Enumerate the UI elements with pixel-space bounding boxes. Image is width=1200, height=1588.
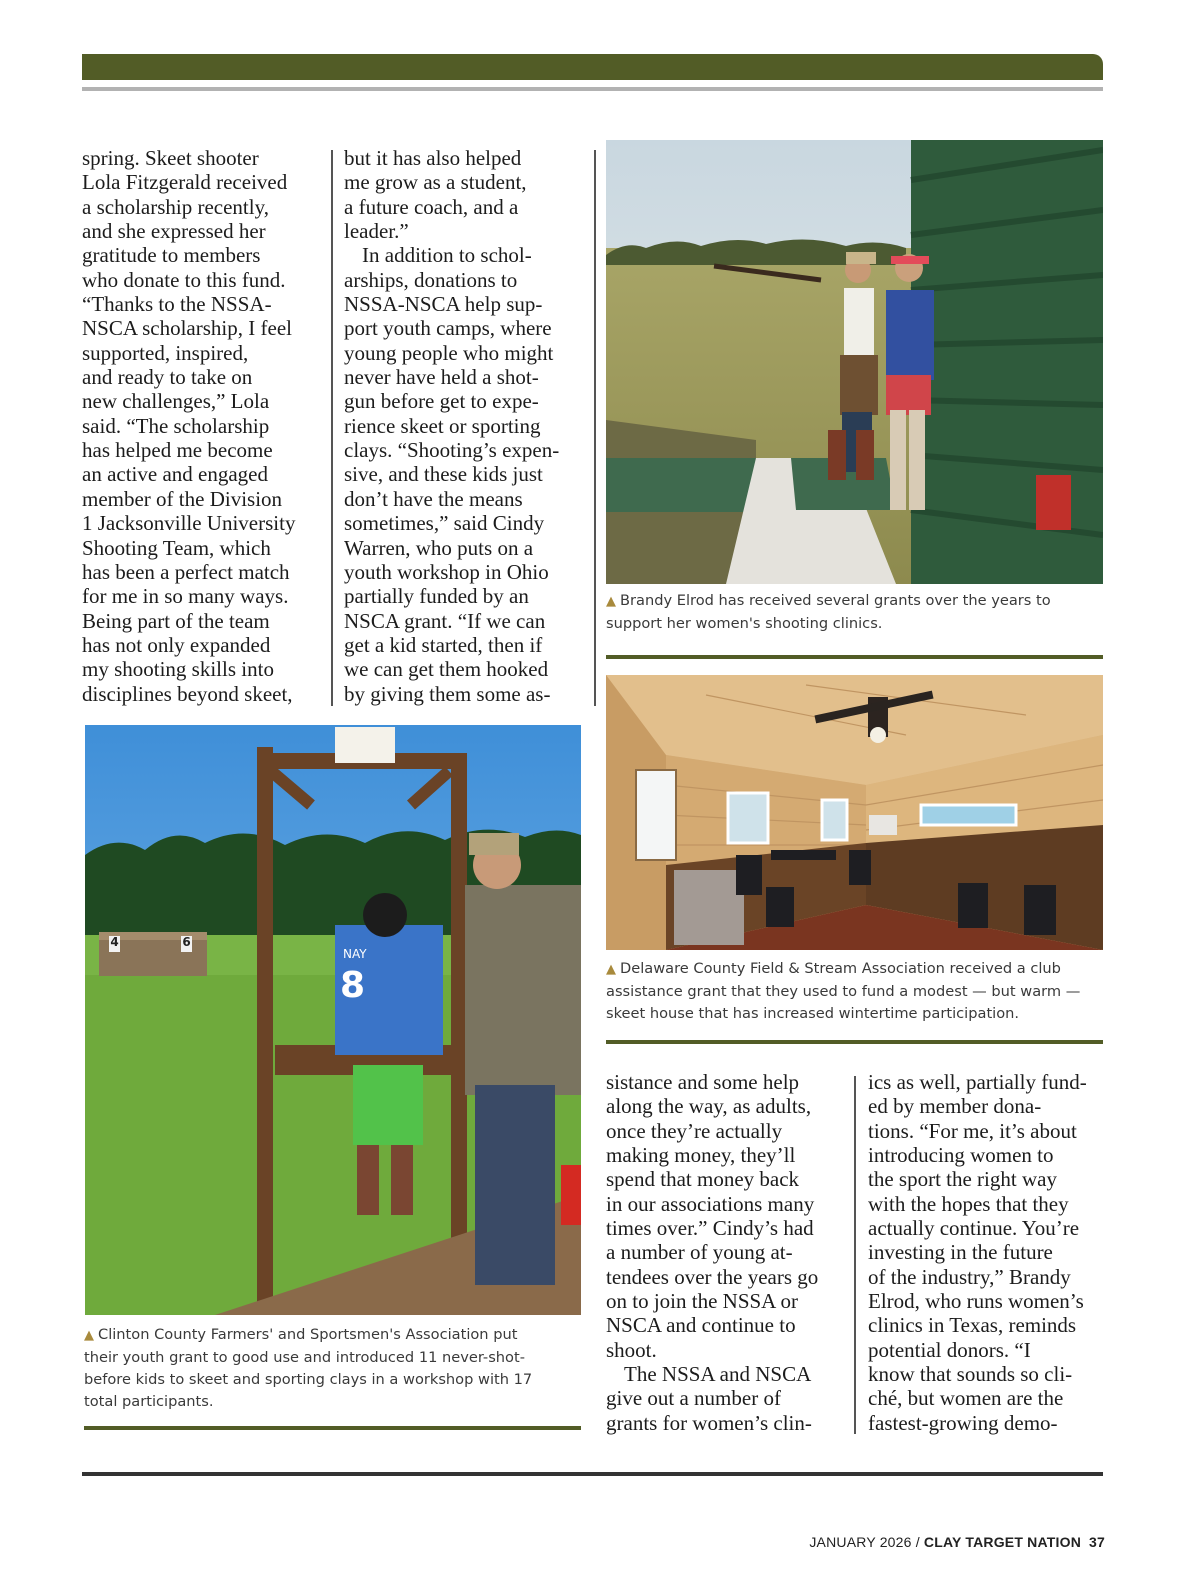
footer-rule xyxy=(82,1472,1103,1476)
caption-marker-icon: ▲ xyxy=(84,1328,94,1343)
article-line: get a kid started, then if xyxy=(344,632,543,657)
photo-youth-skeet-workshop xyxy=(85,725,581,1315)
caption-rule-1 xyxy=(606,655,1103,659)
caption-rule-2 xyxy=(606,1040,1103,1044)
article-line: on to join the NSSA or xyxy=(606,1289,798,1314)
article-line: the sport the right way xyxy=(868,1167,1057,1192)
station-marker-left: 4 xyxy=(110,935,119,949)
article-line: introducing women to xyxy=(868,1143,1054,1168)
article-line: by giving them some as- xyxy=(344,681,551,706)
article-line: Warren, who puts on a xyxy=(344,535,534,560)
photo-brandy-elrod-shooting xyxy=(606,140,1103,584)
header-color-bar xyxy=(82,54,1103,80)
article-line: spring. Skeet shooter xyxy=(82,146,259,170)
article-line: NSCA and continue to xyxy=(606,1313,796,1338)
issue-date: JANUARY 2026 xyxy=(809,1534,912,1550)
article-line: know that sounds so cli- xyxy=(868,1362,1073,1387)
caption-line: total participants. xyxy=(84,1393,214,1410)
page-number: 37 xyxy=(1089,1534,1105,1550)
caption-photo-1 xyxy=(606,590,1051,635)
article-line: Elrod, who runs women’s xyxy=(868,1289,1084,1314)
article-line: tendees over the years go xyxy=(606,1264,819,1289)
article-line: of the industry,” Brandy xyxy=(868,1264,1071,1289)
article-line: NSCA grant. “If we can xyxy=(344,608,546,633)
article-line: disciplines beyond skeet, xyxy=(82,681,293,706)
article-line: investing in the future xyxy=(868,1240,1053,1265)
caption-photo-3 xyxy=(84,1324,532,1413)
article-line: a scholarship recently, xyxy=(82,194,269,219)
article-line: has helped me become xyxy=(82,438,273,463)
article-line: ché, but women are the xyxy=(868,1386,1064,1411)
article-line: NSCA scholarship, I feel xyxy=(82,316,292,341)
article-line: leader.” xyxy=(344,219,409,244)
caption-line: Brandy Elrod has received several grants over the years to xyxy=(620,592,1051,609)
article-line: ed by member dona- xyxy=(868,1094,1042,1119)
article-line: The NSSA and NSCA xyxy=(624,1362,812,1387)
article-line: port youth camps, where xyxy=(344,316,552,341)
article-line: actually continue. You’re xyxy=(868,1216,1080,1241)
caption-photo-2 xyxy=(606,958,1080,1025)
article-line: said. “The scholarship xyxy=(82,413,270,438)
article-line: clays. “Shooting’s expen- xyxy=(344,438,560,463)
page-footer xyxy=(809,1534,1105,1550)
jersey-name: NAY xyxy=(343,947,367,961)
article-line: gratitude to members xyxy=(82,243,261,268)
article-line: but it has also helped xyxy=(344,146,522,170)
column-divider-3 xyxy=(854,1076,856,1434)
article-column-2 xyxy=(344,146,559,706)
article-line: who donate to this fund. xyxy=(82,267,286,292)
article-line: Shooting Team, which xyxy=(82,535,271,560)
article-line: times over.” Cindy’s had xyxy=(606,1216,814,1241)
article-line: don’t have the means xyxy=(344,486,523,511)
article-line: gun before get to expe- xyxy=(344,389,539,414)
article-line: 1 Jacksonville University xyxy=(82,511,296,536)
article-line: spend that money back xyxy=(606,1167,800,1192)
article-line: potential donors. “I xyxy=(868,1337,1031,1362)
article-line: making money, they’ll xyxy=(606,1143,796,1168)
header-rule xyxy=(82,87,1103,91)
caption-line: Delaware County Field & Stream Association received a club xyxy=(620,960,1061,977)
column-divider-2 xyxy=(594,150,596,706)
column-divider-1 xyxy=(331,150,333,706)
article-column-4 xyxy=(868,1070,1087,1435)
article-line: with the hopes that they xyxy=(868,1191,1069,1216)
article-line: once they’re actually xyxy=(606,1118,783,1143)
article-line: and she expressed her xyxy=(82,219,266,244)
caption-line: skeet house that has increased wintertime participation. xyxy=(606,1005,1020,1022)
article-line: Being part of the team xyxy=(82,608,270,633)
article-line: has not only expanded xyxy=(82,632,271,657)
photo-skeet-house-interior xyxy=(606,675,1103,950)
caption-line: their youth grant to good use and introduced 11 never-shot- xyxy=(84,1349,525,1366)
caption-rule-3 xyxy=(84,1426,581,1430)
article-line: sometimes,” said Cindy xyxy=(344,511,545,536)
article-line: a number of young at- xyxy=(606,1240,793,1265)
footer-separator: / xyxy=(911,1534,924,1550)
article-line: for me in so many ways. xyxy=(82,584,289,609)
article-line: “Thanks to the NSSA- xyxy=(82,292,272,317)
article-line: in our associations many xyxy=(606,1191,815,1216)
article-line: sive, and these kids just xyxy=(344,462,543,487)
magazine-title: CLAY TARGET NATION xyxy=(923,1534,1082,1550)
caption-line: support her women's shooting clinics. xyxy=(606,615,883,632)
article-line: Lola Fitzgerald received xyxy=(82,170,288,195)
article-line: tions. “For me, it’s about xyxy=(868,1118,1077,1143)
article-line: rience skeet or sporting xyxy=(344,413,541,438)
article-column-1 xyxy=(82,146,295,706)
caption-line: assistance grant that they used to fund a modest — but warm — xyxy=(606,983,1081,1000)
article-line: my shooting skills into xyxy=(82,657,274,682)
article-line: me grow as a student, xyxy=(344,170,527,195)
article-line: young people who might xyxy=(344,340,554,365)
article-line: sistance and some help xyxy=(606,1070,800,1094)
article-line: we can get them hooked xyxy=(344,657,549,682)
caption-line: before kids to skeet and sporting clays in a workshop with 17 xyxy=(84,1371,533,1388)
article-line: grants for women’s clin- xyxy=(606,1410,812,1435)
article-line: member of the Division xyxy=(82,486,283,511)
article-line: an active and engaged xyxy=(82,462,268,487)
article-line: supported, inspired, xyxy=(82,340,249,365)
jersey-number: 8 xyxy=(340,965,366,1006)
caption-line: Clinton County Farmers' and Sportsmen's Association put xyxy=(98,1326,518,1343)
caption-marker-icon: ▲ xyxy=(606,962,616,977)
article-line: a future coach, and a xyxy=(344,194,519,219)
article-line: arships, donations to xyxy=(344,267,518,292)
article-line: partially funded by an xyxy=(344,584,529,609)
article-line: clinics in Texas, reminds xyxy=(868,1313,1077,1338)
article-line: youth workshop in Ohio xyxy=(344,559,549,584)
article-line: has been a perfect match xyxy=(82,559,290,584)
article-line: and ready to take on xyxy=(82,365,253,390)
article-line: new challenges,” Lola xyxy=(82,389,270,414)
station-marker-right: 6 xyxy=(182,935,191,949)
article-line: shoot. xyxy=(606,1337,657,1362)
article-line: along the way, as adults, xyxy=(606,1094,812,1119)
article-line: never have held a shot- xyxy=(344,365,539,390)
article-line: fastest-growing demo- xyxy=(868,1410,1058,1435)
caption-marker-icon: ▲ xyxy=(606,594,616,609)
article-column-3 xyxy=(606,1070,818,1435)
article-line: ics as well, partially fund- xyxy=(868,1070,1087,1094)
article-line: In addition to schol- xyxy=(362,243,532,268)
article-line: NSSA-NSCA help sup- xyxy=(344,292,543,317)
article-line: give out a number of xyxy=(606,1386,781,1411)
